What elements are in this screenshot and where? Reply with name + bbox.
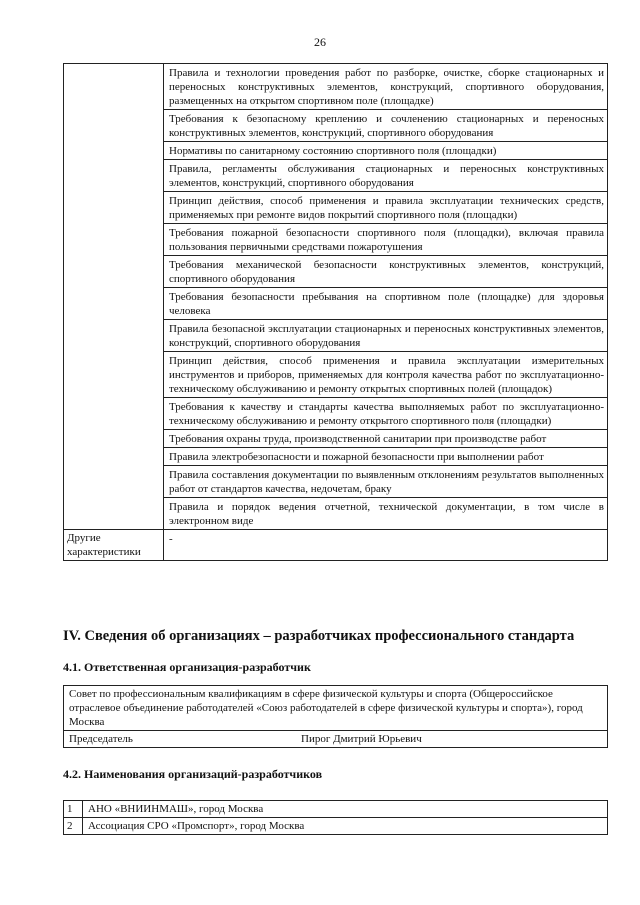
chair-row <box>64 731 608 748</box>
developer-row <box>64 818 608 835</box>
requirement-item: Правила, регламенты обслуживания стационарных и переносных конструктивных элементов, конструкций, спортивного оборудования <box>164 160 608 192</box>
developer-row <box>64 801 608 818</box>
requirement-item: Требования к безопасному креплению и сочленению стационарных и переносных конструктивных элементов, конструкций, спортивного оборудования <box>164 110 608 142</box>
requirement-item: Нормативы по санитарному состоянию спортивного поля (площадки) <box>164 142 608 160</box>
requirement-item: Принцип действия, способ применения и правила эксплуатации измерительных инструментов и приборов, применяемых для контроля качества работ по эксплуатационно-техническому обслуживанию и ремонту открытых спортивных полей (площадок) <box>164 352 608 398</box>
other-characteristics-value: - <box>164 530 608 561</box>
requirement-item: Правила электробезопасности и пожарной безопасности при выполнении работ <box>164 448 608 466</box>
chair-name: Пирог Дмитрий Юрьевич <box>301 733 422 745</box>
requirement-item: Требования пожарной безопасности спортивного поля (площадки), включая правила пользования первичными средствами пожаротушения <box>164 224 608 256</box>
requirement-row <box>64 64 608 110</box>
responsible-org-table <box>63 685 608 748</box>
developer-number: 2 <box>64 818 83 835</box>
requirement-item: Принцип действия, способ применения и правила эксплуатации технических средств, применяемых при ремонте видов покрытий спортивного поля (площадки) <box>164 192 608 224</box>
responsible-org-title: 4.1. Ответственная организация-разработчик <box>63 660 311 674</box>
requirement-item: Требования механической безопасности конструктивных элементов, конструкций, спортивного оборудования <box>164 256 608 288</box>
developer-name: Ассоциация СРО «Промспорт», город Москва <box>83 818 608 835</box>
developer-number: 1 <box>64 801 83 818</box>
requirement-item: Правила и технологии проведения работ по разборке, очистке, сборке стационарных и переносных конструктивных элементов, конструкций, спортивного оборудования, размещенных на открытом спортивном поле (площадке) <box>164 64 608 110</box>
other-characteristics-label: Другие характеристики <box>64 530 164 561</box>
responsible-org-name: Совет по профессиональным квалификациям в сфере физической культуры и спорта (Общероссийское отраслевое объединение работодателей «Союз работодателей в сфере физической культуры и спорта»), город Москва <box>64 686 608 731</box>
requirement-item: Правила составления документации по выявленным отклонениям результатов выполненных работ от стандартов качества, недочетам, браку <box>164 466 608 498</box>
requirement-item: Требования охраны труда, производственной санитарии при производстве работ <box>164 430 608 448</box>
requirement-item: Правила и порядок ведения отчетной, технической документации, в том числе в электронном виде <box>164 498 608 530</box>
requirements-table <box>63 63 608 561</box>
requirement-item: Требования безопасности пребывания на спортивном поле (площадке) для здоровья человека <box>164 288 608 320</box>
requirement-item: Правила безопасной эксплуатации стационарных и переносных конструктивных элементов, конструкций, спортивного оборудования <box>164 320 608 352</box>
requirements-label-cell <box>64 64 164 530</box>
section-title: IV. Сведения об организациях – разработчиках профессионального стандарта <box>63 628 575 644</box>
chair-role: Председатель <box>69 733 133 745</box>
other-characteristics-row <box>64 530 608 561</box>
developer-name: АНО «ВНИИНМАШ», город Москва <box>83 801 608 818</box>
page-number: 26 <box>314 35 326 49</box>
developers-table <box>63 800 608 835</box>
requirement-item: Требования к качеству и стандарты качества выполняемых работ по эксплуатационно-техническому обслуживанию и ремонту открытого спортивного поля (площадки) <box>164 398 608 430</box>
developers-title: 4.2. Наименования организаций-разработчиков <box>63 767 323 781</box>
